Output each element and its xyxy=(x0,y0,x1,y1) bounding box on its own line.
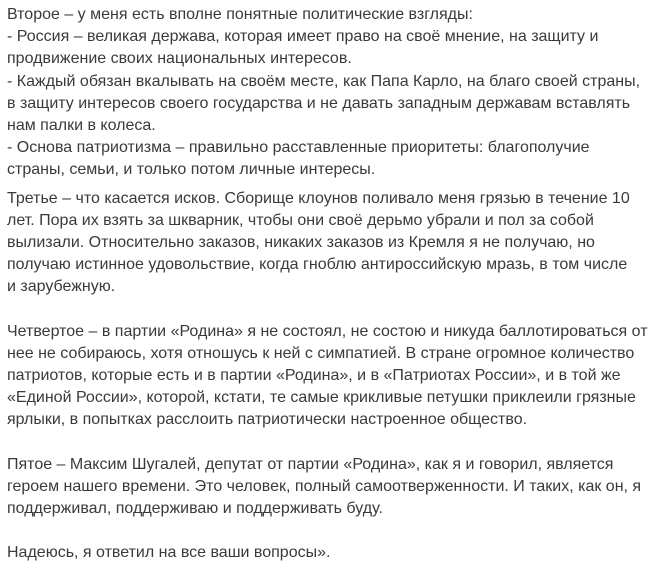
text-line: нам палки в колеса. xyxy=(7,117,156,135)
text-line: поддерживал, поддерживаю и поддерживать буду. xyxy=(7,500,383,518)
text-line: страны, семьи, и только потом личные интересы. xyxy=(7,161,376,179)
paragraph-fourth xyxy=(7,321,647,432)
text-line: лет. Пора их взять за шкварник, чтобы они своё дерьмо убрали и пол за собой xyxy=(7,211,594,229)
paragraph-fifth xyxy=(7,454,647,521)
text-line: Третье – что касается исков. Сборище клоунов поливало меня грязью в течение 10 xyxy=(7,189,630,207)
text-line: нее не собираюсь, хотя отношусь к ней с симпатией. В стране огромное количество xyxy=(7,344,635,362)
text-line: получаю истинное удовольствие, когда гноблю антироссийскую мразь, в том числе xyxy=(7,256,628,274)
text-line: продвижение своих национальных интересов. xyxy=(7,50,352,68)
text-line: вылизали. Относительно заказов, никаких заказов из Кремля я не получаю, но xyxy=(7,234,595,252)
text-line: Пятое – Максим Шугалей, депутат от партии «Родина», как я и говорил, является xyxy=(7,455,614,473)
text-line: в защиту интересов своего государства и не давать западным державам вставлять xyxy=(7,94,631,112)
text-line: - Россия – великая держава, которая имеет право на своё мнение, на защиту и xyxy=(7,28,599,46)
text-line: - Каждый обязан вкалывать на своём месте, как Папа Карло, на благо своей страны, xyxy=(7,72,641,90)
text-line: и зарубежную. xyxy=(7,278,116,296)
paragraph-gap xyxy=(7,520,647,542)
text-line: «Единой России», которой, кстати, те самые крикливые петушки приклеили грязные xyxy=(7,389,636,407)
text-line: Надеюсь, я ответил на все ваши вопросы». xyxy=(7,544,331,562)
text-line: Второе – у меня есть вполне понятные политические взгляды: xyxy=(7,6,473,23)
paragraph-second xyxy=(7,4,647,182)
paragraph-closing xyxy=(7,542,647,564)
paragraph-gap xyxy=(7,299,647,321)
article-body xyxy=(7,4,647,564)
text-line: - Основа патриотизма – правильно расставленные приоритеты: благополучие xyxy=(7,139,590,157)
text-line: героем нашего времени. Это человек, полный самоотверженности. И таких, как он, я xyxy=(7,477,642,495)
paragraph-third xyxy=(7,188,647,299)
text-line: Четвертое – в партии «Родина» я не состоял, не состою и никуда баллотироваться от xyxy=(7,322,648,340)
text-line: патриотов, которые есть и в партии «Родина», и в «Патриотах России», и в той же xyxy=(7,367,621,385)
paragraph-gap xyxy=(7,432,647,454)
text-line: ярлыки, в попытках расслоить патриотически настроенное общество. xyxy=(7,411,528,429)
